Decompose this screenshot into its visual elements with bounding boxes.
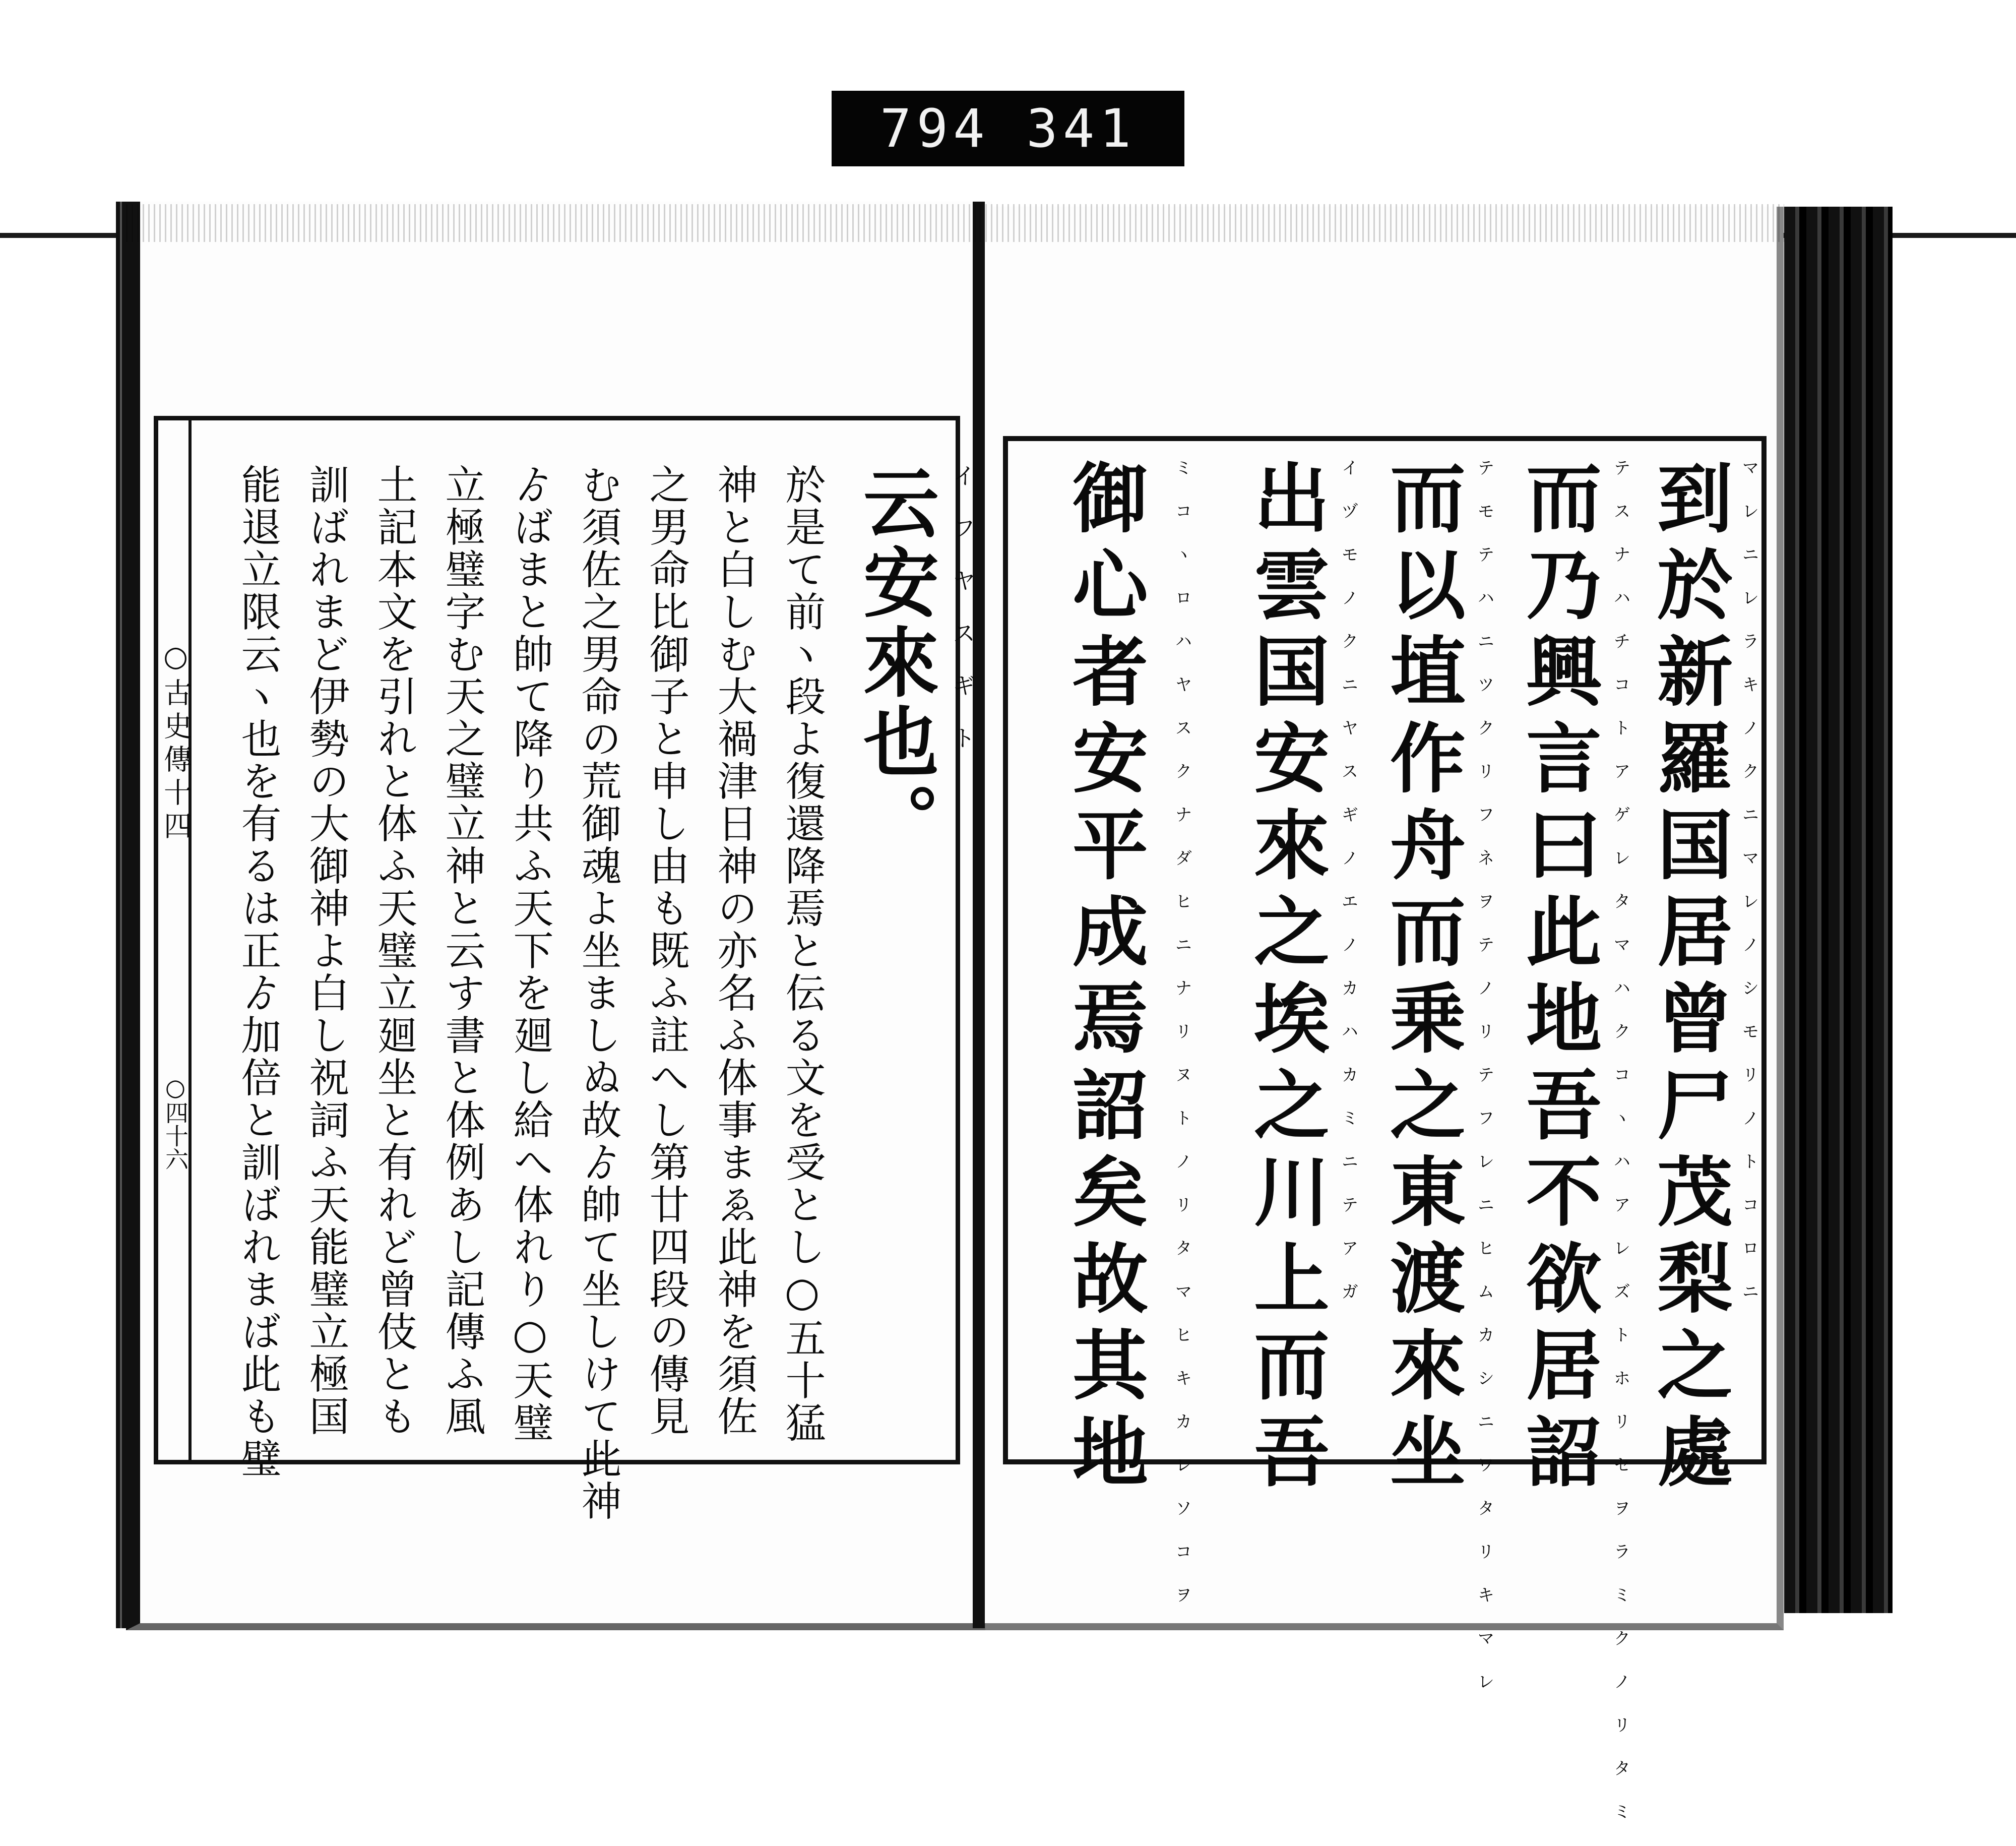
commentary-line-5: ゟばまと帥て降り共ふ天下を廻し給へ体れり○天璧	[507, 464, 553, 1444]
right-page-edges	[1784, 207, 1893, 1613]
main-text-line-3: 而以埴作舟而乗之東渡來坐	[1377, 459, 1466, 1499]
commentary-line-9: 能退立限云ヽ也を有るは正ゟ加倍と訓ばれまば此も璧	[234, 464, 281, 1480]
commentary-line-6: 立極璧字む天之璧立神と云す書と体例あし記傳ふ風	[438, 464, 485, 1438]
reading-line-2: テスナハチコトアゲレタマハクコヽハアレズトホリセヲラミクノリタミ	[1610, 459, 1630, 1846]
heading-reading: イフヤスギト	[949, 464, 976, 778]
main-text-line-2: 而乃興言曰此地吾不欲居詔	[1513, 459, 1602, 1499]
section-heading: 云安來也。	[850, 464, 939, 862]
commentary-line-8: 訓ばれまど伊勢の大御神よ白し祝詞ふ天能璧立極国	[302, 464, 349, 1438]
book-title: ○古史傳十四	[159, 640, 192, 844]
main-text-line-1: 到於新羅国居曾尸茂梨之處	[1644, 459, 1733, 1499]
scan-number-label: 794 341	[832, 91, 1184, 166]
reading-line-3: テモテハニツクリフネヲテノリテフレニヒムカシニワタリキマレ	[1474, 459, 1494, 1716]
book-spine	[973, 202, 985, 1628]
page-number: ○四十六	[162, 1074, 189, 1171]
reading-line-1: マレニレラキノクニマレノシモリノトコロニ	[1739, 459, 1759, 1326]
main-text-line-4: 出雲国安來之埃之川上而吾	[1241, 459, 1330, 1499]
commentary-line-4: む須佐之男命の荒御魂よ坐ましぬ故ゟ帥て坐しけて此神	[575, 464, 621, 1522]
commentary-line-1: 於是て前ヽ段よ復還降焉と伝る文を受とし○五十猛	[779, 464, 826, 1444]
commentary-line-2: 神と白しむ大禍津日神の亦名ふ体事まゑ此神を須佐	[711, 464, 758, 1438]
margin-column	[154, 416, 192, 1464]
commentary-block	[202, 444, 976, 1522]
top-edge-shading	[126, 204, 1784, 242]
reading-line-5: ミコヽロハヤスクナダヒニナリヌトノリタマヒキカレソコヲ	[1172, 459, 1192, 1629]
commentary-line-7: 土記本文を引れと体ふ天璧立廻坐と有れど曾伎とも	[370, 464, 417, 1438]
commentary-line-3: 之男命比御子と申し由も既ふ註へし第廿四段の傳見	[643, 464, 689, 1438]
reading-line-4: イヅモノクニヤスギノエノカハカミニテアガ	[1338, 459, 1358, 1326]
main-text-line-5: 御心者安平成焉詔矣故其地	[1059, 459, 1148, 1499]
